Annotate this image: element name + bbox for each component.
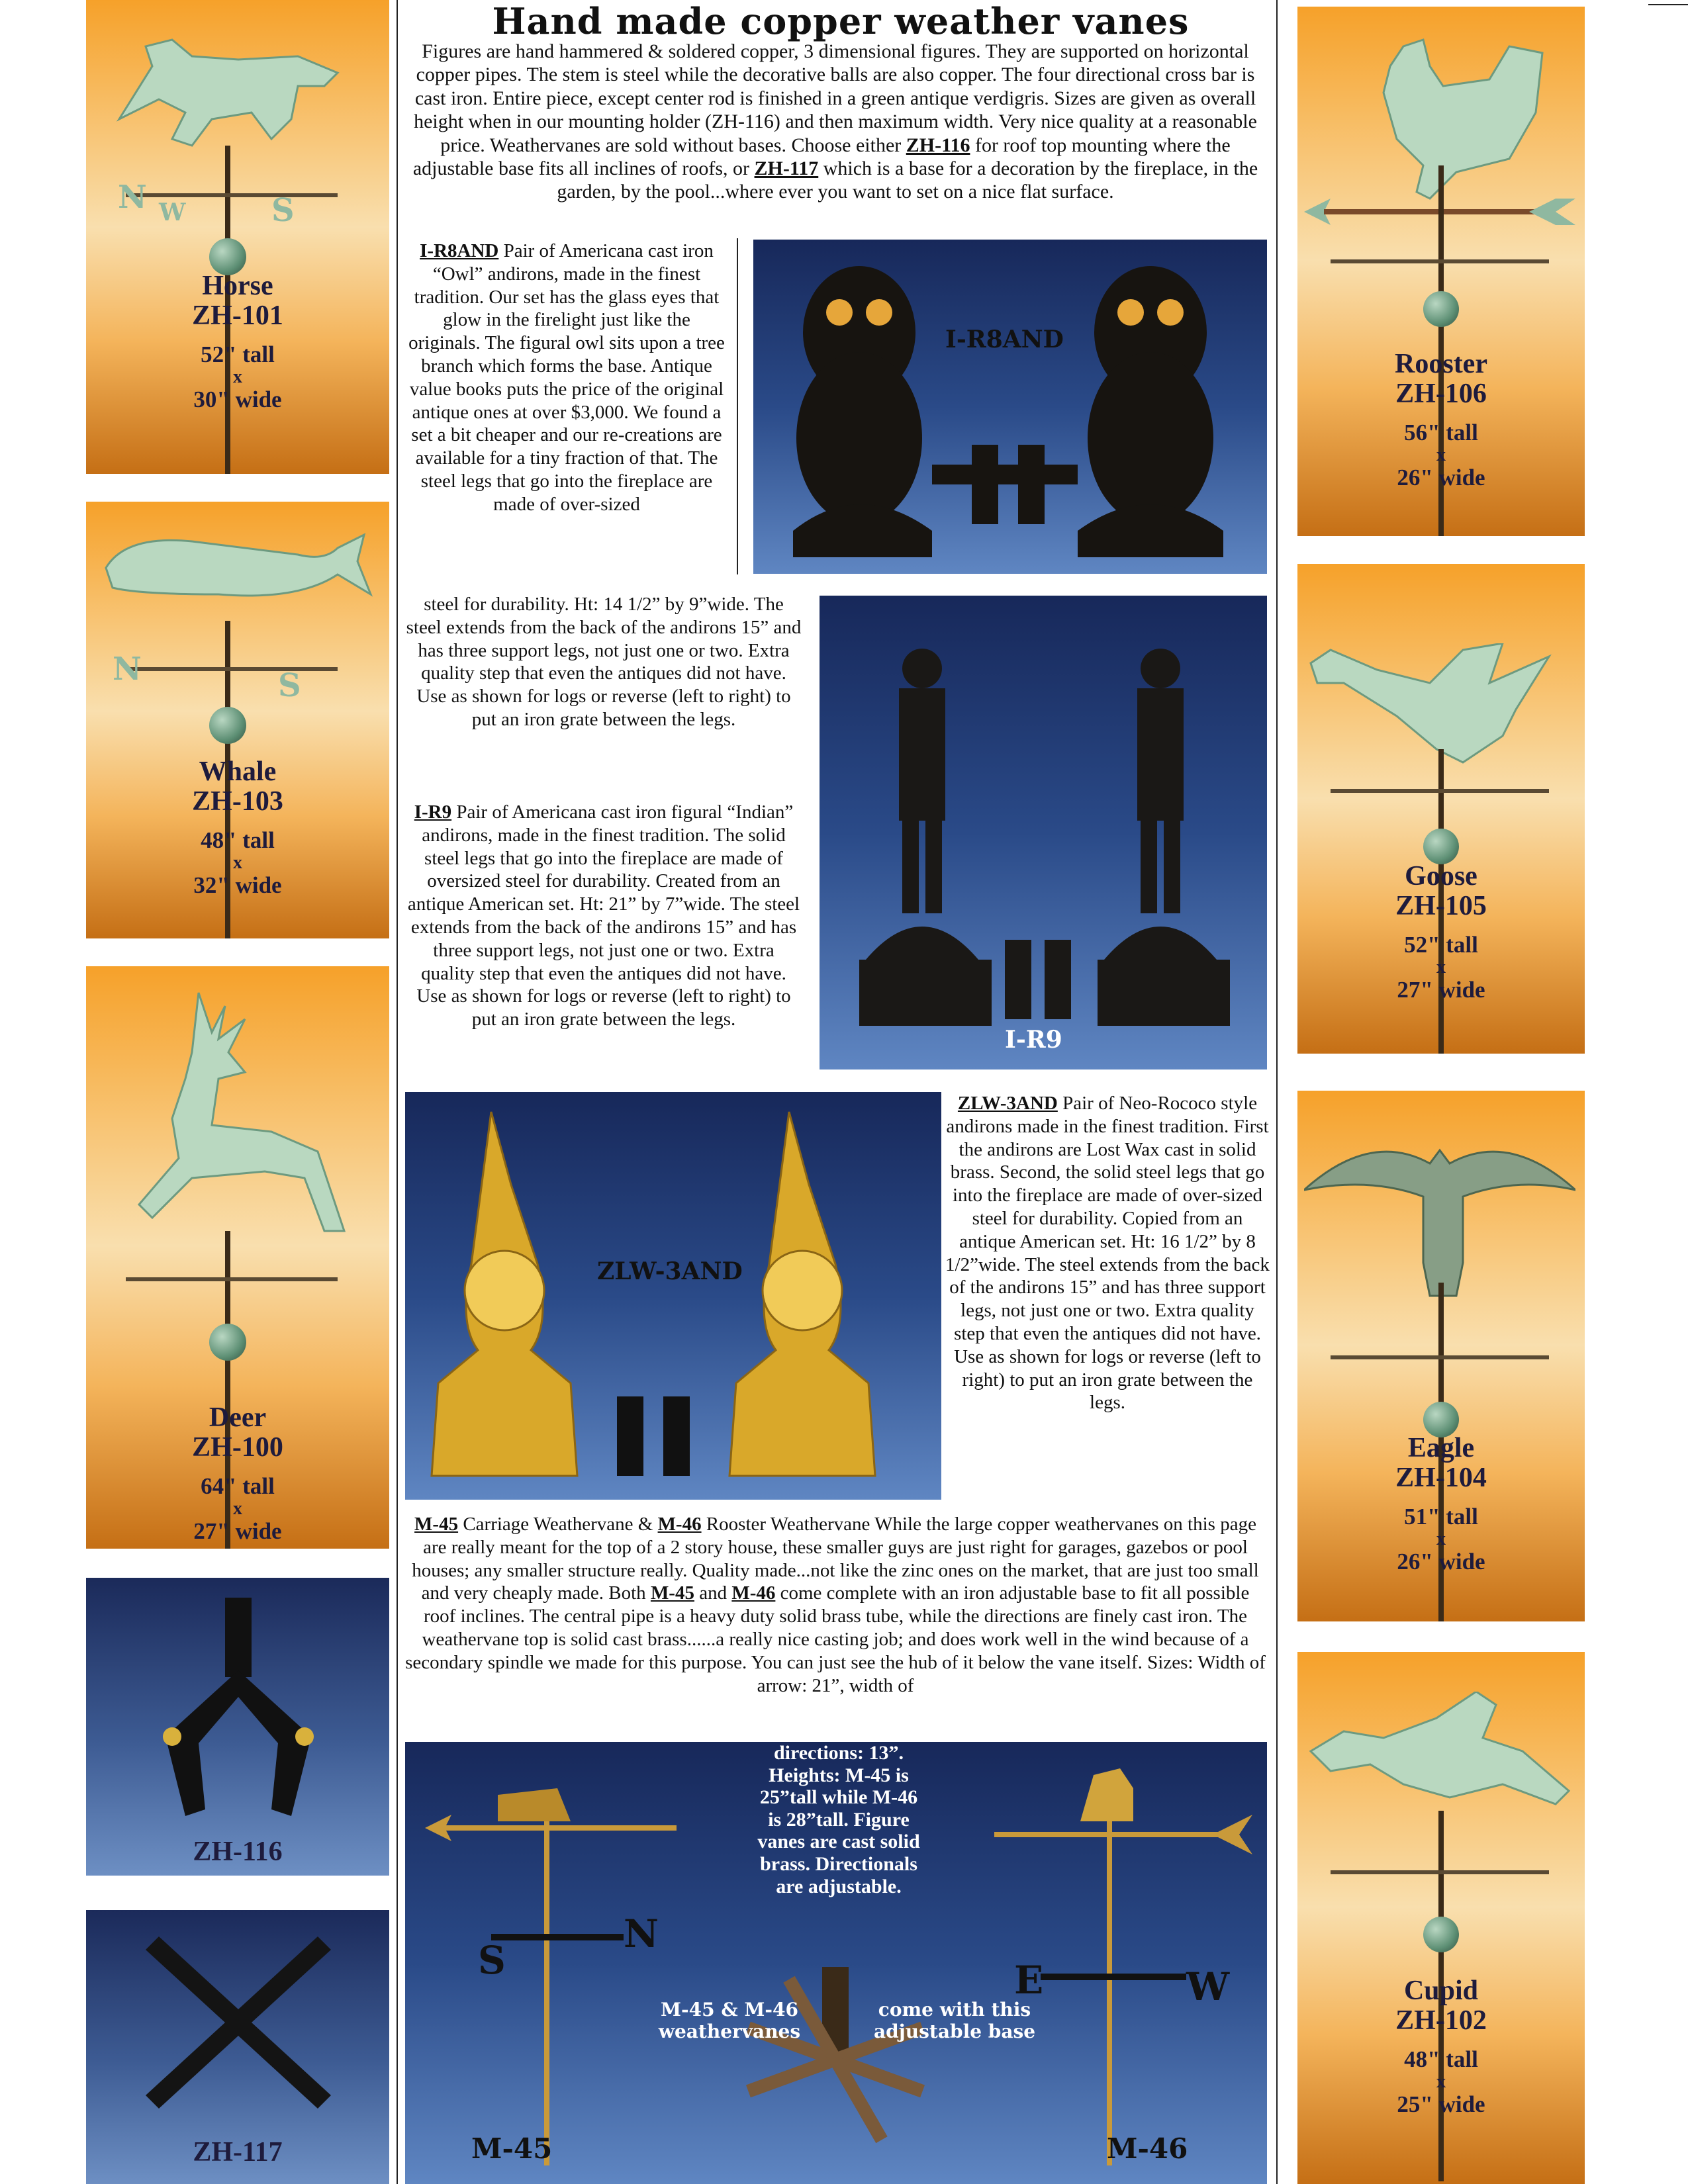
direction-s-icon: S <box>271 192 295 229</box>
horse-caption: Horse ZH-101 52" tall x 30" wide <box>192 271 283 412</box>
eagle-figure-icon <box>1304 1124 1575 1302</box>
zlw-code[interactable]: ZLW-3AND <box>957 1093 1058 1114</box>
whale-vane-panel[interactable] <box>86 502 389 938</box>
indian-code[interactable]: I-R9 <box>414 801 452 823</box>
direction-n-icon: N <box>113 651 142 688</box>
cupid-vane-panel[interactable] <box>1297 1652 1585 2184</box>
cupid-caption: Cupid ZH-102 48" tall x 25" wide <box>1395 1976 1487 2117</box>
m46-photo-label: M-46 <box>1107 2132 1188 2165</box>
left-column-divider <box>397 0 398 2184</box>
owl-description-bottom: steel for durability. Ht: 14 1/2” by 9”wide. The steel extends from the back of the andirons 15” and has three support legs, not just one or two. Extra quality step that even the antiques did not have. Use as shown for logs or reverse (left to right) to put an iron grate between the legs. <box>406 594 802 730</box>
zh116-label: ZH-116 <box>193 1837 283 1867</box>
flat-stand-base-icon <box>139 1923 338 2122</box>
rooster-caption: Rooster ZH-106 56" tall x 26" wide <box>1395 349 1487 490</box>
m45-m46-description: M-45 Carriage Weathervane & M-46 Rooster Weathervane While the large copper weathervanes on this page are really meant for the top of a 2 story house, these smaller guys are just right for garages, gazebos or pool houses; any smaller structure really. Quality made...not like the zinc ones on the market, that are just too small and very cheaply made. Both M-45 and M-46 come complete with an iron adjustable base to fit all possible roof inclines. The central pipe is a heavy duty solid brass tube, while the directions are finely cast iron. The weathervane top is solid cast brass......a really nice casting job; and does work well in the wind because of a secondary spindle we made for this purpose. You can just see the hub of it below the vane itself. Sizes: Width of arrow: 21”, width of <box>405 1514 1266 1696</box>
direction-s-icon: S <box>278 667 301 704</box>
m46-code-inline[interactable]: M-46 <box>731 1582 776 1604</box>
m-sizes-note: directions: 13”. Heights: M-45 is 25”tall while M-46 is 28”tall. Figure vanes are cast solid brass. Directionals are adjustable. <box>757 1742 920 1897</box>
rooster-weathervane-icon <box>974 1762 1259 2165</box>
direction-n-icon: N <box>118 179 147 216</box>
indian-andirons-photo[interactable] <box>820 596 1267 1069</box>
rooster-vane-panel[interactable] <box>1297 7 1585 536</box>
owl-photo-label: I-R8AND <box>945 326 1064 353</box>
m-caption-right: come with this adjustable base <box>873 1999 1036 2042</box>
svg-text:E: E <box>1014 1958 1044 2003</box>
intro-paragraph: Figures are hand hammered & soldered copper, 3 dimensional figures. They are supported on horizontal copper pipes. The stem is steel while the decorative balls are also copper. The four directional cross bar is cast iron. Entire piece, except center rod is finished in a green antique verdigris. Sizes are given as overall height when in our mounting holder (ZH-116) and then maximum width. Very nice quality at a reasonable price. Weathervanes are sold without bases. Choose either ZH-116 for roof top mounting where the adjustable base fits all inclines of roofs, or ZH-117 which is a base for a decoration by the fireplace, in the garden, by the pool...where ever you want to set on a nice flat surface. <box>412 40 1258 203</box>
owl-andiron-icon <box>780 253 1243 564</box>
deer-figure-icon <box>113 979 364 1257</box>
zh116-link[interactable]: ZH-116 <box>906 134 970 156</box>
page-title: Hand made copper weather vanes <box>492 0 1190 42</box>
m45-code[interactable]: M-45 <box>414 1514 459 1535</box>
whale-figure-icon <box>99 522 377 627</box>
m45-m46-photo[interactable] <box>405 1742 1267 2184</box>
zlw-andirons-photo[interactable] <box>405 1092 941 1500</box>
m46-code[interactable]: M-46 <box>657 1514 702 1535</box>
m45-code-inline[interactable]: M-45 <box>650 1582 694 1604</box>
adjustable-base-icon <box>703 1960 968 2172</box>
carriage-weathervane-icon <box>412 1768 690 2165</box>
corner-rule <box>1648 4 1688 5</box>
indian-andiron-icon <box>839 629 1250 1039</box>
zlw-photo-label: ZLW-3AND <box>597 1257 743 1285</box>
horse-vane-panel[interactable] <box>86 0 389 474</box>
m-caption-left: M-45 & M-46 weathervanes <box>658 1999 801 2042</box>
owl-code[interactable]: I-R8AND <box>420 240 499 261</box>
deer-vane-panel[interactable] <box>86 966 389 1549</box>
brass-andiron-icon <box>418 1105 928 1489</box>
direction-w-icon: W <box>159 199 186 226</box>
zh117-link[interactable]: ZH-117 <box>754 157 819 179</box>
owl-description-top: I-R8AND Pair of Americana cast iron “Owl” andirons, made in the finest tradition. Our set has the glass eyes that glow in the firelight just like the originals. The figural owl sits upon a tree branch which forms the base. Antique value books puts the price of the original antique ones at over $3,000. We found a set a bit cheaper and our re-creations are available for a tiny fraction of that. The steel legs that go into the fireplace are made of over-sized <box>408 240 725 515</box>
zh116-base-panel[interactable] <box>86 1578 389 1876</box>
roof-mount-base-icon <box>126 1591 351 1829</box>
deer-caption: Deer ZH-100 64" tall x 27" wide <box>192 1402 283 1544</box>
owl-andirons-photo[interactable] <box>753 240 1267 574</box>
svg-text:N: N <box>624 1911 659 1956</box>
right-column-divider <box>1276 0 1278 2184</box>
svg-text:W: W <box>1186 1964 1230 2009</box>
zlw-description: ZLW-3AND Pair of Neo-Rococo style andirons made in the finest tradition. First the andirons are Lost Wax cast in solid brass. Second, the solid steel legs that go into the fireplace are made of over-sized steel for durability. Copied from an antique American set. Ht: 16 1/2” by 8 1/2”wide. The steel extends from the back of the andirons 15” and has three support legs, not just one or two. Extra quality step that even the antiques did not have. Use as shown for logs or reverse (left to right) to put an iron grate between the legs. <box>945 1093 1270 1414</box>
eagle-caption: Eagle ZH-104 51" tall x 26" wide <box>1395 1433 1487 1574</box>
zh117-label: ZH-117 <box>193 2137 283 2167</box>
whale-caption: Whale ZH-103 48" tall x 32" wide <box>192 756 283 898</box>
indian-description: I-R9 Pair of Americana cast iron figural “Indian” andirons, made in the finest tradition. The solid steel legs that go into the fireplace are made of oversized steel for durability. Created from an antique American set. Ht: 21” by 7”wide. The steel extends from the back of the andirons 15” and has three support legs, not just one or two. Extra quality step that even the antiques did not have. Use as shown for logs or reverse (left to right) to put an iron grate between the legs. <box>407 801 800 1030</box>
indian-photo-label: I-R9 <box>1005 1026 1062 1054</box>
m45-photo-label: M-45 <box>471 2132 553 2165</box>
goose-caption: Goose ZH-105 52" tall x 27" wide <box>1395 861 1487 1003</box>
zh117-base-panel[interactable] <box>86 1910 389 2184</box>
goose-vane-panel[interactable] <box>1297 564 1585 1054</box>
eagle-vane-panel[interactable] <box>1297 1091 1585 1621</box>
svg-text:S: S <box>478 1938 506 1983</box>
